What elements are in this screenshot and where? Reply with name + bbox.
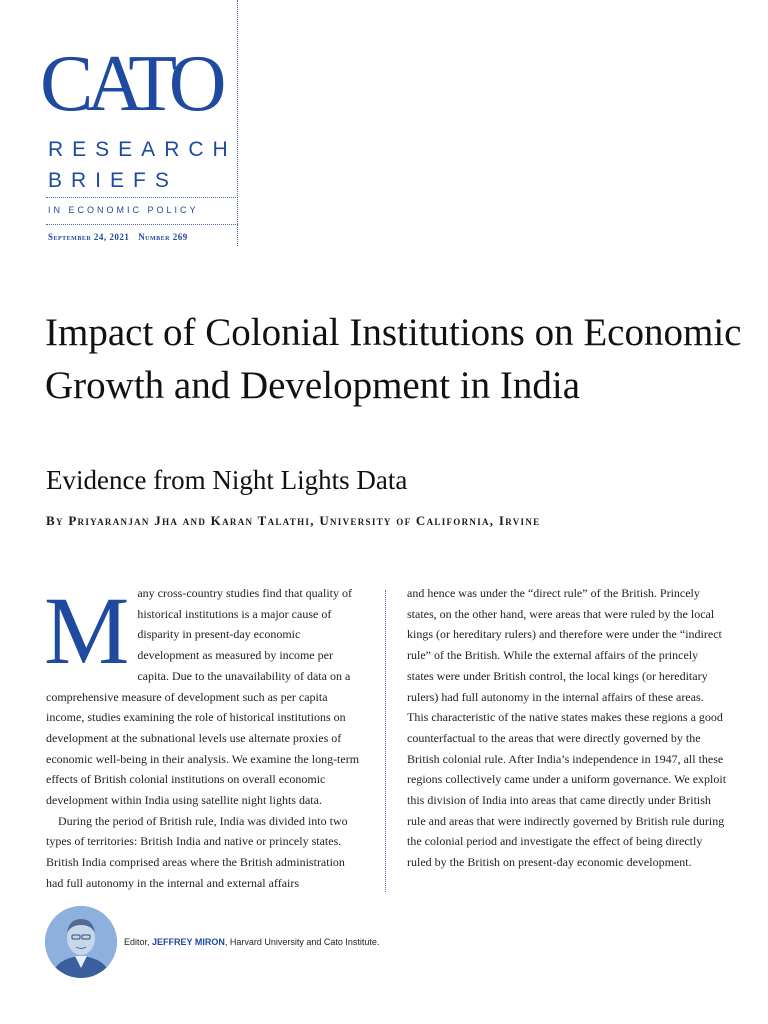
editor-name: JEFFREY MIRON xyxy=(152,937,225,947)
cato-logo: CATO xyxy=(40,40,220,128)
article-subtitle: Evidence from Night Lights Data xyxy=(46,465,408,495)
body-column-right xyxy=(407,583,727,873)
issue-dateline xyxy=(48,233,188,242)
body-paragraph: and hence was under the “direct rule” of the British. Princely states, on the other hand, were areas that were ruled by the local kings (or hereditary rulers) and therefore were under the “indirect rule” of the British. While the external affairs of the princely states were under British control, the local kings (or hereditary rulers) had full autonomy in the internal affairs of these areas. This characteristic of the native states makes these regions a good counterfactual to the areas that were directly governed by the British colonial rule. After India’s independence in 1947, all these regions collectively came under a uniform governance. We exploit this division of India into areas that came directly under British rule and areas that were indirectly governed by British rule during the colonial period and investigate the effect of being directly ruled by the British on present-day economic development. xyxy=(407,586,727,870)
issue-number: Number 269 xyxy=(138,232,188,242)
editor-photo xyxy=(45,906,117,978)
editor-portrait-icon xyxy=(45,906,117,978)
body-column-left xyxy=(44,577,362,894)
drop-cap: M xyxy=(44,577,130,684)
author-byline: By Priyaranjan Jha and Karan Talathi, University of California, Irvine xyxy=(46,513,541,528)
header-divider-bottom xyxy=(46,224,238,225)
issue-date: September 24, 2021 xyxy=(48,232,130,242)
article-title: Impact of Colonial Institutions on Economic Growth and Development in India xyxy=(45,311,742,407)
body-paragraph: During the period of British rule, India was divided into two types of territories: British India and native or princely states. British India comprised areas where the British administration had full autonomy in the internal and external affairs xyxy=(46,813,348,890)
editor-prefix: Editor, xyxy=(124,937,150,947)
subseries-label: IN ECONOMIC POLICY xyxy=(48,205,199,215)
series-name-research: RESEARCH xyxy=(48,138,237,161)
editor-affiliation: , Harvard University and Cato Institute. xyxy=(224,937,380,947)
series-name-briefs: BRIEFS xyxy=(48,169,178,192)
body-paragraph: any cross-country studies find that quality of historical institutions is a major cause of disparity in present-day economic development as measured by income per capita. Due to the unavailability of data on a comprehensive measure of development such as per capita income, studies examining the role of historical institutions on development at the subnational levels use alternate proxies of economic well-being in their analysis. We examine the long-term effects of British colonial institutions on overall economic development within India using satellite night lights data. xyxy=(46,586,360,808)
editor-credit xyxy=(124,937,379,947)
column-divider xyxy=(385,590,386,892)
header-divider-top xyxy=(46,197,238,198)
header-vertical-rule xyxy=(237,0,238,246)
